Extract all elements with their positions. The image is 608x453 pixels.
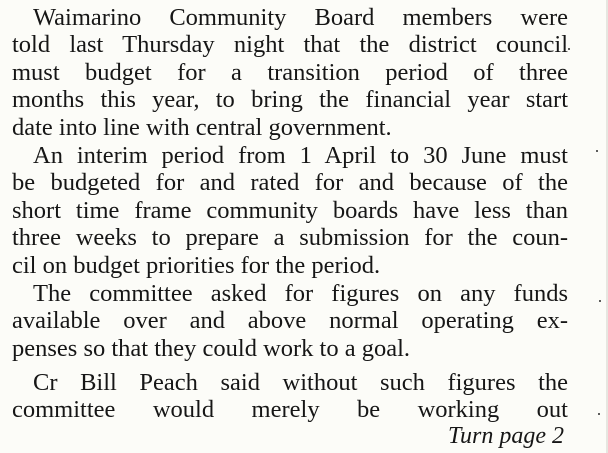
print-speck [596, 150, 598, 152]
article-line: cil on budget priorities for the period. [12, 251, 381, 279]
paragraph-3 [12, 280, 568, 362]
article-line: be budgeted for and rated for and because of the [12, 169, 568, 197]
article-line: Cr Bill Peach said without such figures the [33, 369, 568, 397]
article-line: date into line with central government. [12, 113, 392, 141]
article-line: The committee asked for figures on any funds [33, 279, 568, 307]
print-speck [568, 48, 570, 50]
article-line: penses so that they could work to a goal. [12, 334, 411, 362]
article-body [12, 4, 568, 424]
print-speck [598, 413, 600, 415]
turn-page-continuation: Turn page 2 [447, 423, 564, 449]
article-line: told last Thursday night that the district council [12, 31, 568, 59]
article-line: months this year, to bring the financial year start [12, 86, 568, 114]
article-line: committee would merely be working out [12, 396, 568, 424]
article-line: Waimarino Community Board members were [33, 4, 568, 31]
article-line: An interim period from 1 April to 30 June must [33, 141, 568, 169]
paragraph-2 [12, 142, 568, 279]
print-speck [599, 300, 601, 302]
article-line: three weeks to prepare a submission for the coun- [12, 224, 568, 252]
paragraph-1 [12, 4, 568, 141]
paragraph-4 [12, 369, 568, 424]
article-line: available over and above normal operating ex- [12, 307, 568, 335]
article-line: short time frame community boards have less than [12, 196, 568, 224]
article-line: must budget for a transition period of three [12, 58, 568, 86]
